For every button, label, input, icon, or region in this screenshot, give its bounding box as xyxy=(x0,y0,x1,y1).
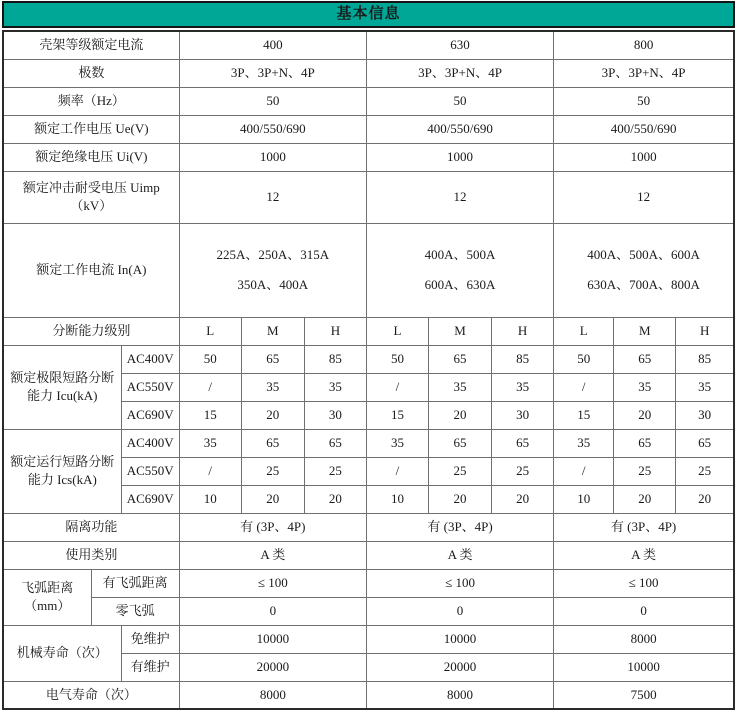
row-label: 额定工作电压 Ue(V) xyxy=(3,115,179,143)
value-cell: A 类 xyxy=(366,541,553,569)
value-cell: ≤ 100 xyxy=(179,569,366,597)
value-line: 225A、250A、315A xyxy=(216,247,330,262)
row-breaking-grade xyxy=(3,317,734,345)
row-label: 极数 xyxy=(3,59,179,87)
value-cell: 15 xyxy=(366,401,428,429)
value-cell: 85 xyxy=(304,345,366,373)
row-label: 额定绝缘电压 Ui(V) xyxy=(3,143,179,171)
value-cell: 50 xyxy=(554,345,614,373)
value-cell: 1000 xyxy=(366,143,553,171)
row-label: 额定极限短路分断能力 Icu(kA) xyxy=(3,345,121,429)
value-cell: / xyxy=(179,373,241,401)
value-cell: 65 xyxy=(614,429,676,457)
row-label: 飞弧距离（mm） xyxy=(3,569,91,625)
sub-label: 有飞弧距离 xyxy=(91,569,179,597)
row-poles xyxy=(3,59,734,87)
row-usage-category xyxy=(3,541,734,569)
row-in-current xyxy=(3,223,734,317)
value-cell: 15 xyxy=(179,401,241,429)
grade-cell: M xyxy=(614,317,676,345)
row-arc-distance-with xyxy=(3,569,734,597)
value-cell: 20 xyxy=(614,485,676,513)
value-cell: 20 xyxy=(429,485,492,513)
value-cell: 有 (3P、4P) xyxy=(554,513,734,541)
table-title-banner: 基本信息 xyxy=(2,1,735,28)
row-label: 额定冲击耐受电压 Uimp（kV） xyxy=(3,171,179,223)
value-cell: 65 xyxy=(614,345,676,373)
row-label: 分断能力级别 xyxy=(3,317,179,345)
grade-cell: H xyxy=(304,317,366,345)
value-cell: 10000 xyxy=(554,653,734,681)
sub-label: AC550V xyxy=(121,373,179,401)
value-cell: 35 xyxy=(614,373,676,401)
sub-label: 零飞弧 xyxy=(91,597,179,625)
value-cell: 85 xyxy=(676,345,734,373)
value-cell: ≤ 100 xyxy=(554,569,734,597)
value-cell: 15 xyxy=(554,401,614,429)
value-cell: 0 xyxy=(554,597,734,625)
value-cell: 30 xyxy=(304,401,366,429)
grade-cell: H xyxy=(492,317,554,345)
row-electrical-life xyxy=(3,681,734,709)
value-cell: 20 xyxy=(241,485,304,513)
value-cell: 12 xyxy=(554,171,734,223)
value-cell: 20 xyxy=(676,485,734,513)
value-cell: 800 xyxy=(554,31,734,59)
value-cell xyxy=(554,223,734,317)
value-cell: 有 (3P、4P) xyxy=(179,513,366,541)
value-cell: 30 xyxy=(492,401,554,429)
value-cell: / xyxy=(366,373,428,401)
value-cell: 20 xyxy=(429,401,492,429)
sub-label: 免维护 xyxy=(121,625,179,653)
value-cell: 25 xyxy=(304,457,366,485)
value-cell: 400/550/690 xyxy=(366,115,553,143)
row-label: 额定工作电流 In(A) xyxy=(3,223,179,317)
sub-label: AC400V xyxy=(121,429,179,457)
grade-cell: L xyxy=(554,317,614,345)
value-cell: 35 xyxy=(304,373,366,401)
value-cell: 10000 xyxy=(179,625,366,653)
row-isolation xyxy=(3,513,734,541)
value-cell xyxy=(179,223,366,317)
value-cell: 12 xyxy=(179,171,366,223)
spec-sheet xyxy=(2,1,735,710)
value-cell: 3P、3P+N、4P xyxy=(366,59,553,87)
value-cell: 50 xyxy=(179,87,366,115)
grade-cell: M xyxy=(429,317,492,345)
value-cell: 8000 xyxy=(179,681,366,709)
value-cell: 35 xyxy=(366,429,428,457)
row-label: 壳架等级额定电流 xyxy=(3,31,179,59)
value-cell: 10 xyxy=(366,485,428,513)
value-cell: 50 xyxy=(179,345,241,373)
value-line: 350A、400A xyxy=(237,277,309,292)
value-cell: 20 xyxy=(492,485,554,513)
value-cell: 20 xyxy=(614,401,676,429)
value-cell: 25 xyxy=(429,457,492,485)
row-arc-distance-zero xyxy=(3,597,734,625)
value-cell: / xyxy=(179,457,241,485)
grade-cell: L xyxy=(366,317,428,345)
row-ui xyxy=(3,143,734,171)
row-ics-ac400v xyxy=(3,429,734,457)
value-line: 400A、500A、600A xyxy=(587,247,700,262)
sub-label: 有维护 xyxy=(121,653,179,681)
row-frame-current xyxy=(3,31,734,59)
value-cell: 50 xyxy=(554,87,734,115)
value-cell: 65 xyxy=(241,345,304,373)
row-label: 额定运行短路分断能力 Ics(kA) xyxy=(3,429,121,513)
value-cell: 8000 xyxy=(366,681,553,709)
sub-label: AC690V xyxy=(121,401,179,429)
value-cell: 10 xyxy=(179,485,241,513)
value-cell: ≤ 100 xyxy=(366,569,553,597)
value-cell: 400/550/690 xyxy=(179,115,366,143)
sub-label: AC400V xyxy=(121,345,179,373)
value-cell: 630 xyxy=(366,31,553,59)
value-cell: 20000 xyxy=(179,653,366,681)
row-label: 电气寿命（次） xyxy=(3,681,179,709)
value-cell: 35 xyxy=(492,373,554,401)
value-cell: 65 xyxy=(676,429,734,457)
value-cell: 35 xyxy=(429,373,492,401)
grade-cell: M xyxy=(241,317,304,345)
value-cell: 50 xyxy=(366,87,553,115)
grade-cell: H xyxy=(676,317,734,345)
value-cell: / xyxy=(366,457,428,485)
value-cell: 25 xyxy=(241,457,304,485)
row-frequency xyxy=(3,87,734,115)
row-label: 隔离功能 xyxy=(3,513,179,541)
value-cell: 65 xyxy=(429,345,492,373)
value-cell: 10000 xyxy=(366,625,553,653)
value-line: 600A、630A xyxy=(424,277,496,292)
value-cell: / xyxy=(554,373,614,401)
value-cell xyxy=(366,223,553,317)
value-cell: 50 xyxy=(366,345,428,373)
value-cell: 65 xyxy=(429,429,492,457)
value-cell: 30 xyxy=(676,401,734,429)
value-cell: 400 xyxy=(179,31,366,59)
row-label: 机械寿命（次） xyxy=(3,625,121,681)
value-cell: 65 xyxy=(241,429,304,457)
value-cell: / xyxy=(554,457,614,485)
value-cell: 1000 xyxy=(554,143,734,171)
value-cell: 65 xyxy=(492,429,554,457)
row-uimp xyxy=(3,171,734,223)
value-cell: A 类 xyxy=(554,541,734,569)
sub-label: AC690V xyxy=(121,485,179,513)
value-line: 630A、700A、800A xyxy=(587,277,700,292)
row-ue xyxy=(3,115,734,143)
row-mechanical-life-maintfree xyxy=(3,625,734,653)
row-icu-ac400v xyxy=(3,345,734,373)
value-cell: 35 xyxy=(241,373,304,401)
value-cell: 0 xyxy=(366,597,553,625)
spec-table xyxy=(2,30,735,710)
value-cell: 65 xyxy=(304,429,366,457)
value-cell: 35 xyxy=(179,429,241,457)
value-cell: 35 xyxy=(676,373,734,401)
value-cell: 12 xyxy=(366,171,553,223)
value-cell: 400/550/690 xyxy=(554,115,734,143)
grade-cell: L xyxy=(179,317,241,345)
value-cell: 25 xyxy=(492,457,554,485)
value-cell: 10 xyxy=(554,485,614,513)
value-cell: 35 xyxy=(554,429,614,457)
value-cell: 20 xyxy=(241,401,304,429)
value-cell: A 类 xyxy=(179,541,366,569)
sub-label: AC550V xyxy=(121,457,179,485)
value-cell: 8000 xyxy=(554,625,734,653)
value-cell: 85 xyxy=(492,345,554,373)
value-cell: 3P、3P+N、4P xyxy=(179,59,366,87)
value-cell: 25 xyxy=(614,457,676,485)
value-cell: 0 xyxy=(179,597,366,625)
row-label: 使用类别 xyxy=(3,541,179,569)
value-cell: 有 (3P、4P) xyxy=(366,513,553,541)
value-cell: 20000 xyxy=(366,653,553,681)
value-cell: 3P、3P+N、4P xyxy=(554,59,734,87)
value-cell: 1000 xyxy=(179,143,366,171)
value-line: 400A、500A xyxy=(424,247,496,262)
row-label: 频率（Hz） xyxy=(3,87,179,115)
value-cell: 7500 xyxy=(554,681,734,709)
value-cell: 20 xyxy=(304,485,366,513)
value-cell: 25 xyxy=(676,457,734,485)
